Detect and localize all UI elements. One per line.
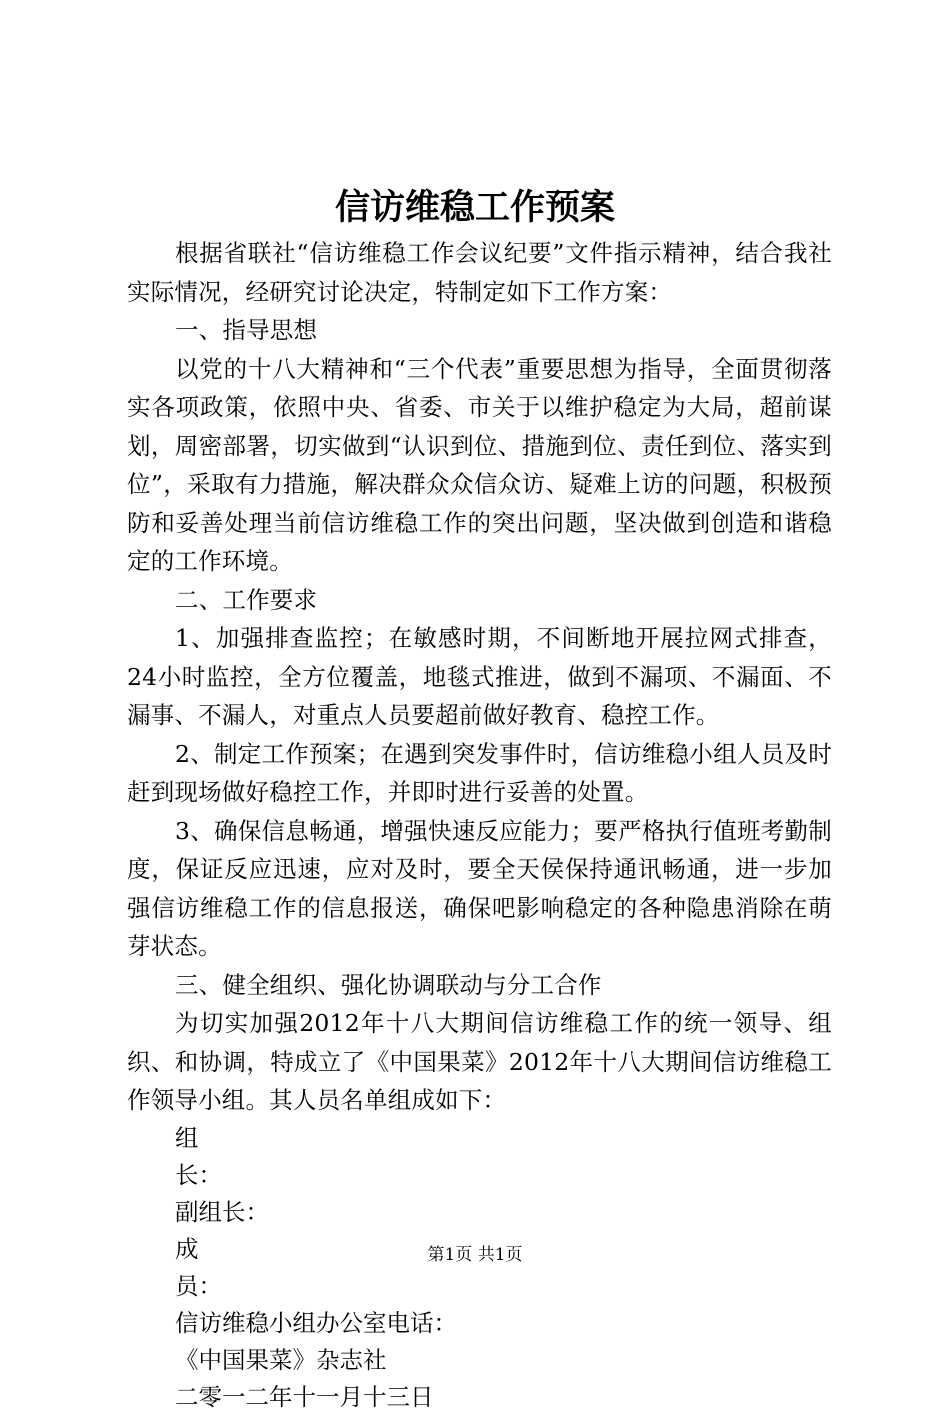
- intro-paragraph: 根据省联社“信访维稳工作会议纪要”文件指示精神，结合我社实际情况，经研究讨论决定，特制定如下工作方案：: [127, 239, 832, 306]
- requirement-item-2: 2、制定工作预案；在遇到突发事件时，信访维稳小组人员及时赶到现场做好稳控工作，并即时进行妥善的处置。: [127, 739, 832, 806]
- deputy-leader-label: 副组长：: [175, 1197, 269, 1226]
- team-leader-label-part2: 长：: [175, 1160, 222, 1189]
- issuer-name: 《中国果菜》杂志社: [175, 1345, 387, 1374]
- office-phone-label: 信访维稳小组办公室电话：: [175, 1308, 457, 1337]
- section-heading-guiding-ideology: 一、指导思想: [175, 316, 318, 344]
- document-title: 信访维稳工作预案: [334, 187, 615, 228]
- section-heading-work-requirements: 二、工作要求: [175, 585, 318, 614]
- team-leader-label-part1: 组: [175, 1123, 199, 1152]
- organization-paragraph: 为切实加强2012年十八大期间信访维稳工作的统一领导、组织、和协调，特成立了《中国果菜》2012年十八大期间信访维稳工作领导小组。其人员名单组成如下：: [127, 1009, 832, 1114]
- requirement-item-1: 1、加强排查监控；在敏感时期，不间断地开展拉网式排查，24小时监控，全方位覆盖，地毯式推进，做到不漏项、不漏面、不漏事、不漏人，对重点人员要超前做好教育、稳控工作。: [127, 624, 832, 729]
- document-body: [127, 234, 832, 1416]
- guiding-ideology-paragraph: 以党的十八大精神和“三个代表”重要思想为指导，全面贯彻落实各项政策，依照中央、省委、市关于以维护稳定为大局，超前谋划，周密部署，切实做到“认识到位、措施到位、责任到位、落实到位”，采取有力措施，解决群众众信众访、疑难上访的问题，积极预防和妥善处理当前信访维稳工作的突出问题，坚决做到创造和谐稳定的工作环境。: [127, 354, 832, 575]
- members-label-part2: 员：: [175, 1271, 222, 1300]
- section-heading-organization: 三、健全组织、强化协调联动与分工合作: [175, 970, 602, 999]
- issue-date: 二零一二年十一月十三日: [175, 1382, 434, 1411]
- requirement-item-3: 3、确保信息畅通，增强快速反应能力；要严格执行值班考勤制度，保证反应迅速，应对及时，要全天侯保持通讯畅通，进一步加强信访维稳工作的信息报送，确保吧影响稳定的各种隐患消除在萌芽状态。: [127, 816, 832, 960]
- members-label-part1: 成: [175, 1234, 199, 1263]
- page-footer: 第1页 共1页: [427, 1245, 523, 1265]
